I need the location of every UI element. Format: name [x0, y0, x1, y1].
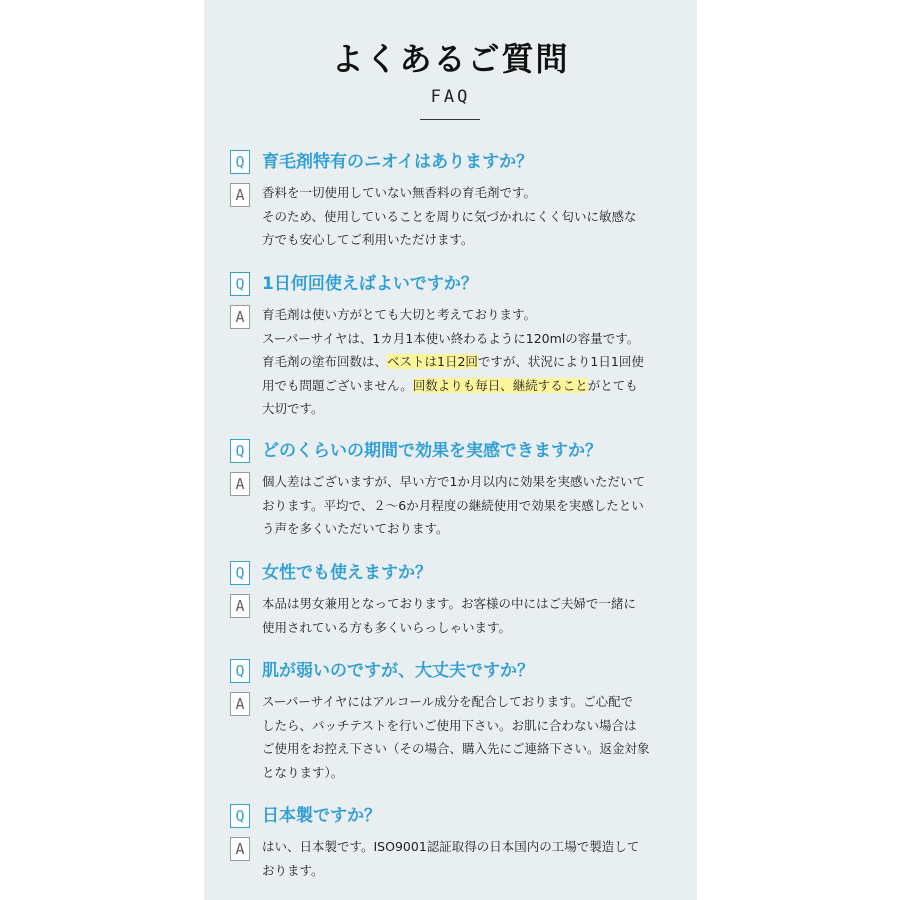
faq-item [230, 560, 680, 639]
answer-text [262, 690, 680, 784]
question-text: 肌が弱いのですが、大丈夫ですか？ [262, 661, 534, 681]
faq-panel [204, 0, 697, 900]
answer-line: おります。平均で、２〜6か月程度の継続使用で効果を実感したとい [262, 497, 644, 513]
answer-line: 用でも問題ございません。回数よりも毎日、継続することがとても [262, 377, 638, 393]
q-badge: Q [230, 561, 250, 585]
highlight: ベストは1日2回 [387, 354, 478, 369]
a-badge: A [230, 692, 250, 716]
faq-item [230, 271, 680, 421]
question-text: 1日何回使えばよいですか？ [262, 274, 478, 294]
answer-line: スーパーサイヤにはアルコール成分を配合しております。ご心配で [262, 694, 634, 709]
faq-answer [230, 181, 680, 252]
answer-line: 本品は男女兼用となっております。お客様の中にはご夫婦で一緒に [262, 596, 637, 611]
answer-text [262, 181, 680, 252]
faq-answer [230, 592, 680, 639]
faq-question [230, 803, 680, 829]
faq-item [230, 438, 680, 541]
answer-line: したら、パッチテストを行いご使用下さい。お肌に合わない場合は [262, 717, 637, 733]
q-badge: Q [230, 659, 250, 683]
question-text: 女性でも使えますか？ [262, 563, 432, 583]
answer-line: はい、日本製です。ISO9001認証取得の日本国内の工場で製造して [262, 839, 640, 854]
question-text: 育毛剤特有のニオイはありますか？ [262, 152, 534, 172]
answer-line: スーパーサイヤは、1カ月1本使い終わるように120mlの容量です。 [262, 330, 640, 346]
faq-question [230, 438, 680, 464]
q-badge: Q [230, 804, 250, 828]
faq-answer [230, 690, 680, 784]
a-badge: A [230, 472, 250, 496]
answer-line: 大切です。 [262, 401, 324, 416]
q-badge: Q [230, 272, 250, 296]
faq-question [230, 560, 680, 586]
faq-question [230, 658, 680, 684]
faq-item [230, 658, 680, 784]
faq-question [230, 271, 680, 297]
answer-line: 使用されている方も多くいらっしゃいます。 [262, 619, 512, 635]
faq-item [230, 803, 680, 882]
a-badge: A [230, 837, 250, 861]
page-title: よくあるご質問 [331, 40, 570, 78]
question-text: どのくらいの期間で効果を実感できますか？ [262, 441, 602, 461]
answer-line: 個人差はございますが、早い方で1か月以内に効果を実感いただいて [262, 474, 645, 489]
faq-item [230, 149, 680, 252]
a-badge: A [230, 183, 250, 207]
answer-text [262, 592, 680, 639]
a-badge: A [230, 305, 250, 329]
question-text: 日本製ですか？ [262, 806, 381, 826]
answer-line: う声を多くいただいております。 [262, 521, 449, 536]
answer-line: そのため、使用していることを周りに気づかれにくく匂いに敏感な [262, 208, 637, 224]
q-badge: Q [230, 439, 250, 463]
answer-text [262, 303, 680, 421]
page-subtitle: FAQ [430, 87, 471, 107]
answer-line: ご使用をお控え下さい（その場合、購入先にご連絡下さい。返金対象 [262, 741, 650, 756]
highlight: 回数よりも毎日、継続すること [412, 377, 588, 393]
answer-text [262, 835, 680, 882]
faq-answer [230, 470, 680, 541]
answer-line: おります。 [262, 862, 324, 878]
answer-line: となります）。 [262, 764, 344, 780]
answer-line: 方でも安心してご利用いただけます。 [262, 232, 474, 247]
title-divider [420, 119, 480, 120]
faq-answer [230, 303, 680, 421]
answer-text [262, 470, 680, 541]
q-badge: Q [230, 150, 250, 174]
answer-line: 育毛剤の塗布回数は、ベストは1日2回ですが、状況により1日1回使 [262, 354, 644, 369]
faq-question [230, 149, 680, 175]
answer-line: 育毛剤は使い方がとても大切と考えております。 [262, 307, 537, 322]
answer-line: 香料を一切使用していない無香料の育毛剤です。 [262, 185, 537, 200]
faq-answer [230, 835, 680, 882]
a-badge: A [230, 594, 250, 618]
